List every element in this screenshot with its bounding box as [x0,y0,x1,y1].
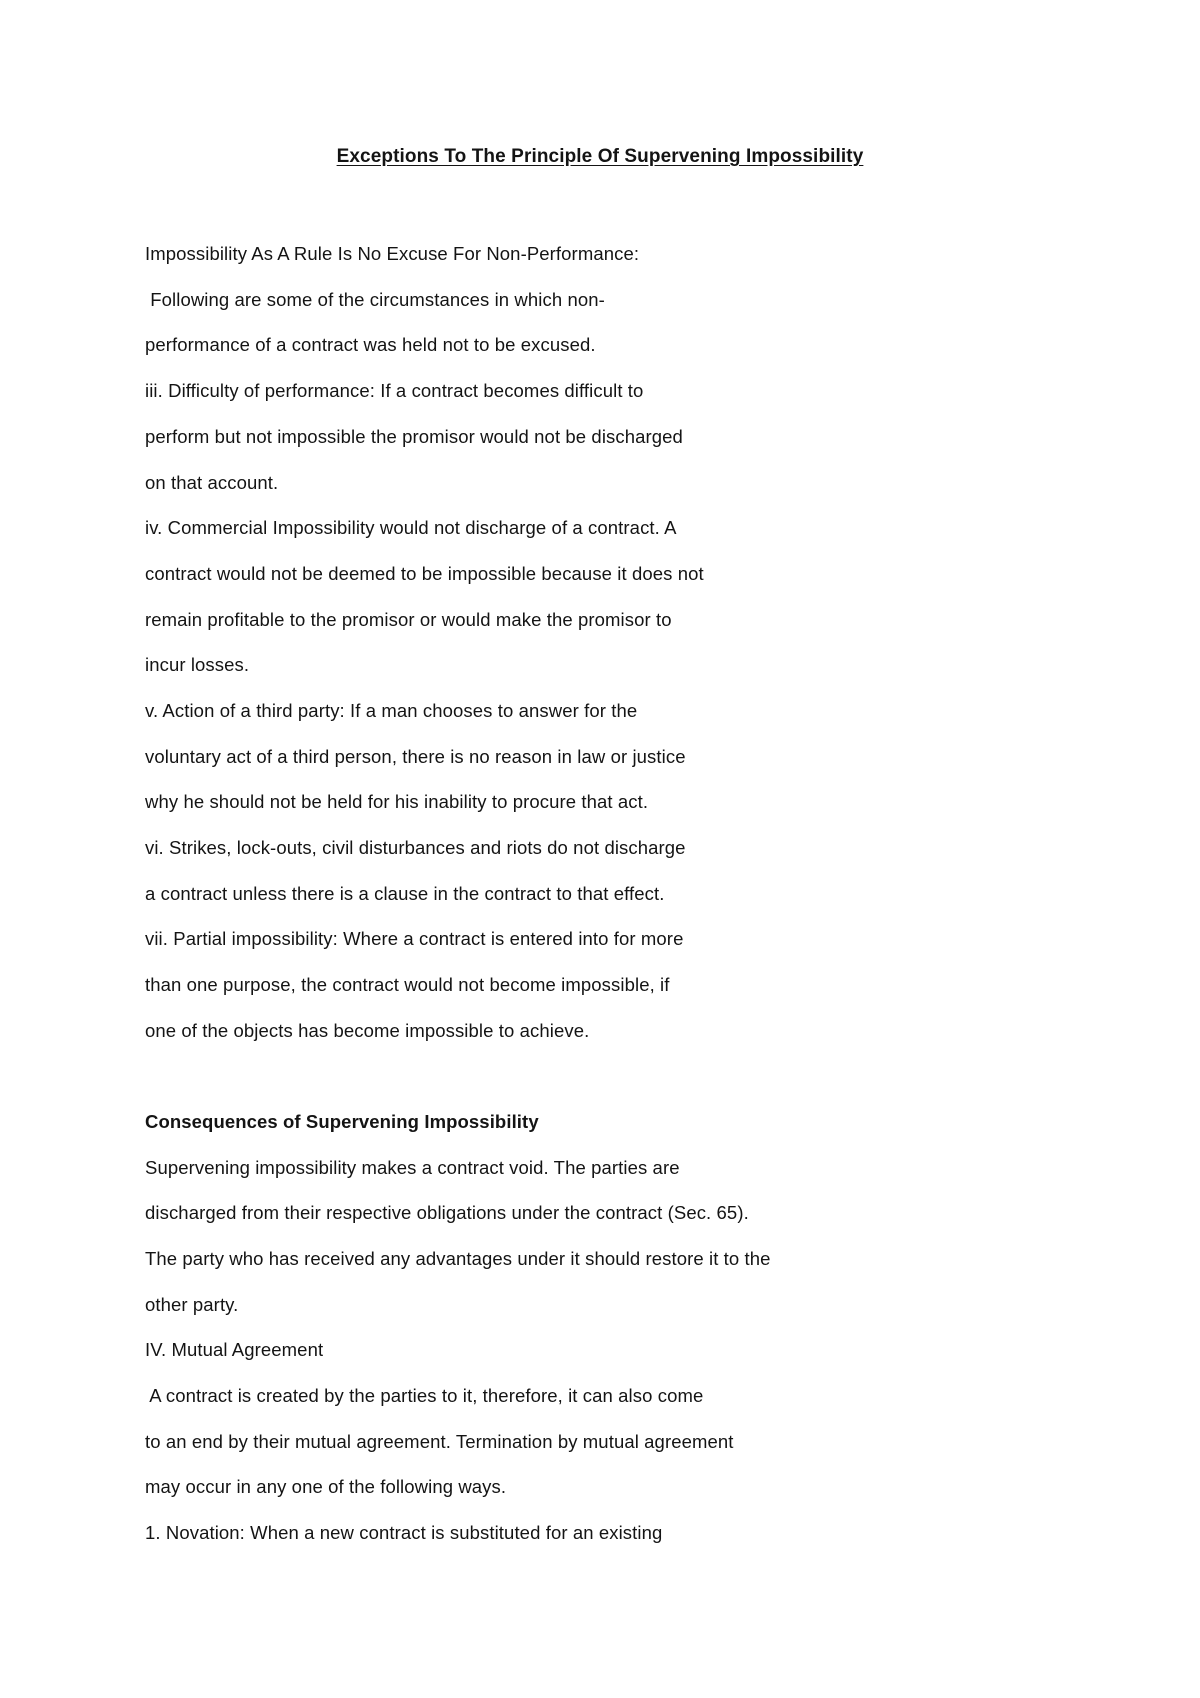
document-title: Exceptions To The Principle Of Supervening Impossibility [336,146,864,167]
paragraph-line: A contract is created by the parties to it, therefore, it can also come [145,1385,704,1406]
paragraph-line: contract would not be deemed to be impossible because it does not [145,563,704,584]
paragraph-line: The party who has received any advantages under it should restore it to the [145,1248,771,1269]
paragraph-line: 1. Novation: When a new contract is substituted for an existing [145,1522,663,1543]
paragraph-line: vi. Strikes, lock-outs, civil disturbances and riots do not discharge [145,837,686,858]
paragraph-line: on that account. [145,472,279,493]
paragraph-line: one of the objects has become impossible to achieve. [145,1020,590,1041]
paragraph-line: a contract unless there is a clause in the contract to that effect. [145,883,665,904]
paragraph-line: may occur in any one of the following ways. [145,1476,507,1497]
paragraph-line: performance of a contract was held not to be excused. [145,334,596,355]
paragraph-line: discharged from their respective obligations under the contract (Sec. 65). [145,1202,749,1223]
section-heading: Consequences of Supervening Impossibility [145,1111,539,1132]
paragraph-line: Following are some of the circumstances in which non- [145,289,605,310]
paragraph-line: iii. Difficulty of performance: If a contract becomes difficult to [145,380,644,401]
paragraph-line: perform but not impossible the promisor would not be discharged [145,426,683,447]
paragraph-line: Supervening impossibility makes a contract void. The parties are [145,1157,680,1178]
paragraph-line: iv. Commercial Impossibility would not discharge of a contract. A [145,517,677,538]
paragraph-line: to an end by their mutual agreement. Termination by mutual agreement [145,1431,734,1452]
paragraph-line: Impossibility As A Rule Is No Excuse For Non-Performance: [145,243,640,264]
paragraph-line: vii. Partial impossibility: Where a contract is entered into for more [145,928,684,949]
paragraph-line: other party. [145,1294,239,1315]
paragraph-line: incur losses. [145,654,250,675]
paragraph-line: voluntary act of a third person, there is no reason in law or justice [145,746,686,767]
paragraph-line: remain profitable to the promisor or would make the promisor to [145,609,672,630]
subsection-heading: IV. Mutual Agreement [145,1339,324,1360]
paragraph-line: why he should not be held for his inability to procure that act. [145,791,649,812]
paragraph-line: than one purpose, the contract would not become impossible, if [145,974,670,995]
paragraph-line: v. Action of a third party: If a man chooses to answer for the [145,700,638,721]
